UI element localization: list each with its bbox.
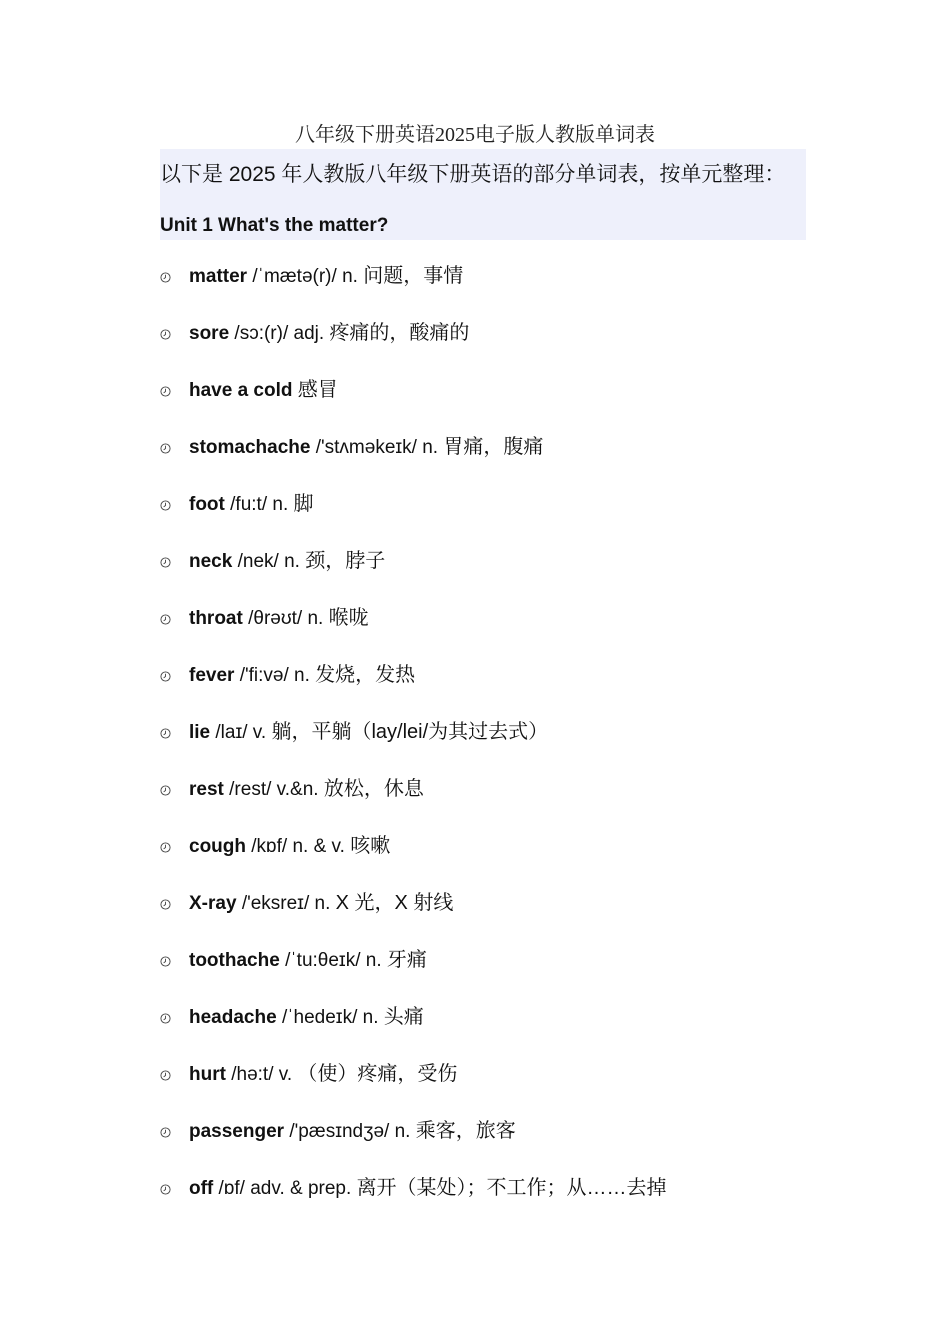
- vocab-phonetic: /nek/ n.: [237, 551, 300, 572]
- list-item: [160, 376, 667, 433]
- vocab-word: throat: [189, 608, 243, 629]
- vocab-phonetic: /ˈhedeɪk/ n.: [281, 1007, 379, 1028]
- clock-icon: [160, 899, 171, 910]
- clock-icon: [160, 443, 171, 454]
- list-item: [160, 718, 667, 775]
- clock-icon: [160, 728, 171, 739]
- vocab-phonetic: /'stʌməkeɪk/ n.: [315, 437, 439, 458]
- vocab-word: have a cold: [189, 380, 293, 401]
- list-item: [160, 319, 667, 376]
- vocab-meaning: 喉咙: [328, 607, 369, 629]
- clock-icon: [160, 671, 171, 682]
- vocab-word: foot: [189, 494, 225, 515]
- vocab-phonetic: /ˈmætə(r)/ n.: [252, 266, 358, 287]
- clock-icon: [160, 557, 171, 568]
- list-item: [160, 1174, 667, 1231]
- unit-heading: Unit 1 What's the matter?: [160, 215, 389, 236]
- vocab-meaning: 问题，事情: [363, 265, 464, 287]
- clock-icon: [160, 1127, 171, 1138]
- vocab-word: lie: [189, 722, 211, 743]
- vocab-phonetic: /laɪ/ v.: [215, 722, 267, 743]
- vocab-meaning: 疼痛的，酸痛的: [329, 322, 470, 344]
- vocab-meaning: X 光，X 射线: [335, 892, 454, 914]
- vocab-word: off: [189, 1178, 214, 1199]
- vocab-phonetic: /'fi:və/ n.: [239, 665, 310, 686]
- vocab-phonetic: /kɒf/ n. & v.: [251, 836, 345, 857]
- vocab-phonetic: /rest/ v.&n.: [229, 779, 319, 800]
- vocab-meaning: 发烧，发热: [315, 664, 416, 686]
- list-item: [160, 262, 667, 319]
- vocab-word: X-ray: [189, 893, 237, 914]
- vocabulary-list: [160, 262, 667, 1231]
- vocab-meaning: 离开（某处）；不工作；从……去掉: [356, 1177, 667, 1199]
- vocab-phonetic: /ˈtu:θeɪk/ n.: [285, 950, 382, 971]
- vocab-meaning: 颈，脖子: [305, 550, 386, 572]
- vocab-word: hurt: [189, 1064, 226, 1085]
- list-item: [160, 604, 667, 661]
- vocab-word: matter: [189, 266, 248, 287]
- vocab-meaning: 胃痛，腹痛: [443, 436, 544, 458]
- vocab-phonetic: /'eksreɪ/ n.: [241, 893, 331, 914]
- vocab-meaning: 牙痛: [386, 949, 427, 971]
- list-item: [160, 1060, 667, 1117]
- list-item: [160, 433, 667, 490]
- list-item: [160, 832, 667, 889]
- vocab-word: cough: [189, 836, 246, 857]
- list-item: [160, 775, 667, 832]
- vocab-meaning: 感冒: [297, 379, 338, 401]
- clock-icon: [160, 842, 171, 853]
- clock-icon: [160, 1070, 171, 1081]
- list-item: [160, 889, 667, 946]
- list-item: [160, 547, 667, 604]
- clock-icon: [160, 614, 171, 625]
- vocab-word: headache: [189, 1007, 277, 1028]
- list-item: [160, 661, 667, 718]
- vocab-phonetic: /θrəʊt/ n.: [248, 608, 324, 629]
- vocab-phonetic: /'pæsɪndʒə/ n.: [289, 1121, 411, 1142]
- page-title: 八年级下册英语2025电子版人教版单词表: [295, 124, 655, 146]
- vocab-word: passenger: [189, 1121, 285, 1142]
- clock-icon: [160, 272, 171, 283]
- vocab-meaning: 头痛: [383, 1006, 424, 1028]
- intro-paragraph: 以下是 2025 年人教版八年级下册英语的部分单词表，按单元整理：: [160, 163, 786, 186]
- clock-icon: [160, 386, 171, 397]
- clock-icon: [160, 329, 171, 340]
- clock-icon: [160, 500, 171, 511]
- list-item: [160, 1003, 667, 1060]
- vocab-meaning: （使）疼痛，受伤: [297, 1063, 458, 1085]
- list-item: [160, 1117, 667, 1174]
- vocab-meaning: 脚: [293, 493, 314, 515]
- vocab-word: sore: [189, 323, 230, 344]
- clock-icon: [160, 1013, 171, 1024]
- vocab-word: toothache: [189, 950, 280, 971]
- clock-icon: [160, 785, 171, 796]
- vocab-word: neck: [189, 551, 233, 572]
- vocab-word: rest: [189, 779, 224, 800]
- vocab-word: fever: [189, 665, 235, 686]
- clock-icon: [160, 956, 171, 967]
- vocab-phonetic: /hə:t/ v.: [231, 1064, 293, 1085]
- vocab-meaning: 放松，休息: [323, 778, 424, 800]
- clock-icon: [160, 1184, 171, 1195]
- vocab-word: stomachache: [189, 437, 311, 458]
- vocab-meaning: 乘客，旅客: [415, 1120, 516, 1142]
- list-item: [160, 946, 667, 1003]
- vocab-meaning: 躺，平躺（lay/lei/为其过去式）: [271, 721, 549, 743]
- list-item: [160, 490, 667, 547]
- vocab-phonetic: /sɔ:(r)/ adj.: [234, 323, 325, 344]
- vocab-phonetic: /ɒf/ adv. & prep.: [218, 1178, 352, 1199]
- vocab-phonetic: /fu:t/ n.: [230, 494, 289, 515]
- vocab-meaning: 咳嗽: [350, 835, 391, 857]
